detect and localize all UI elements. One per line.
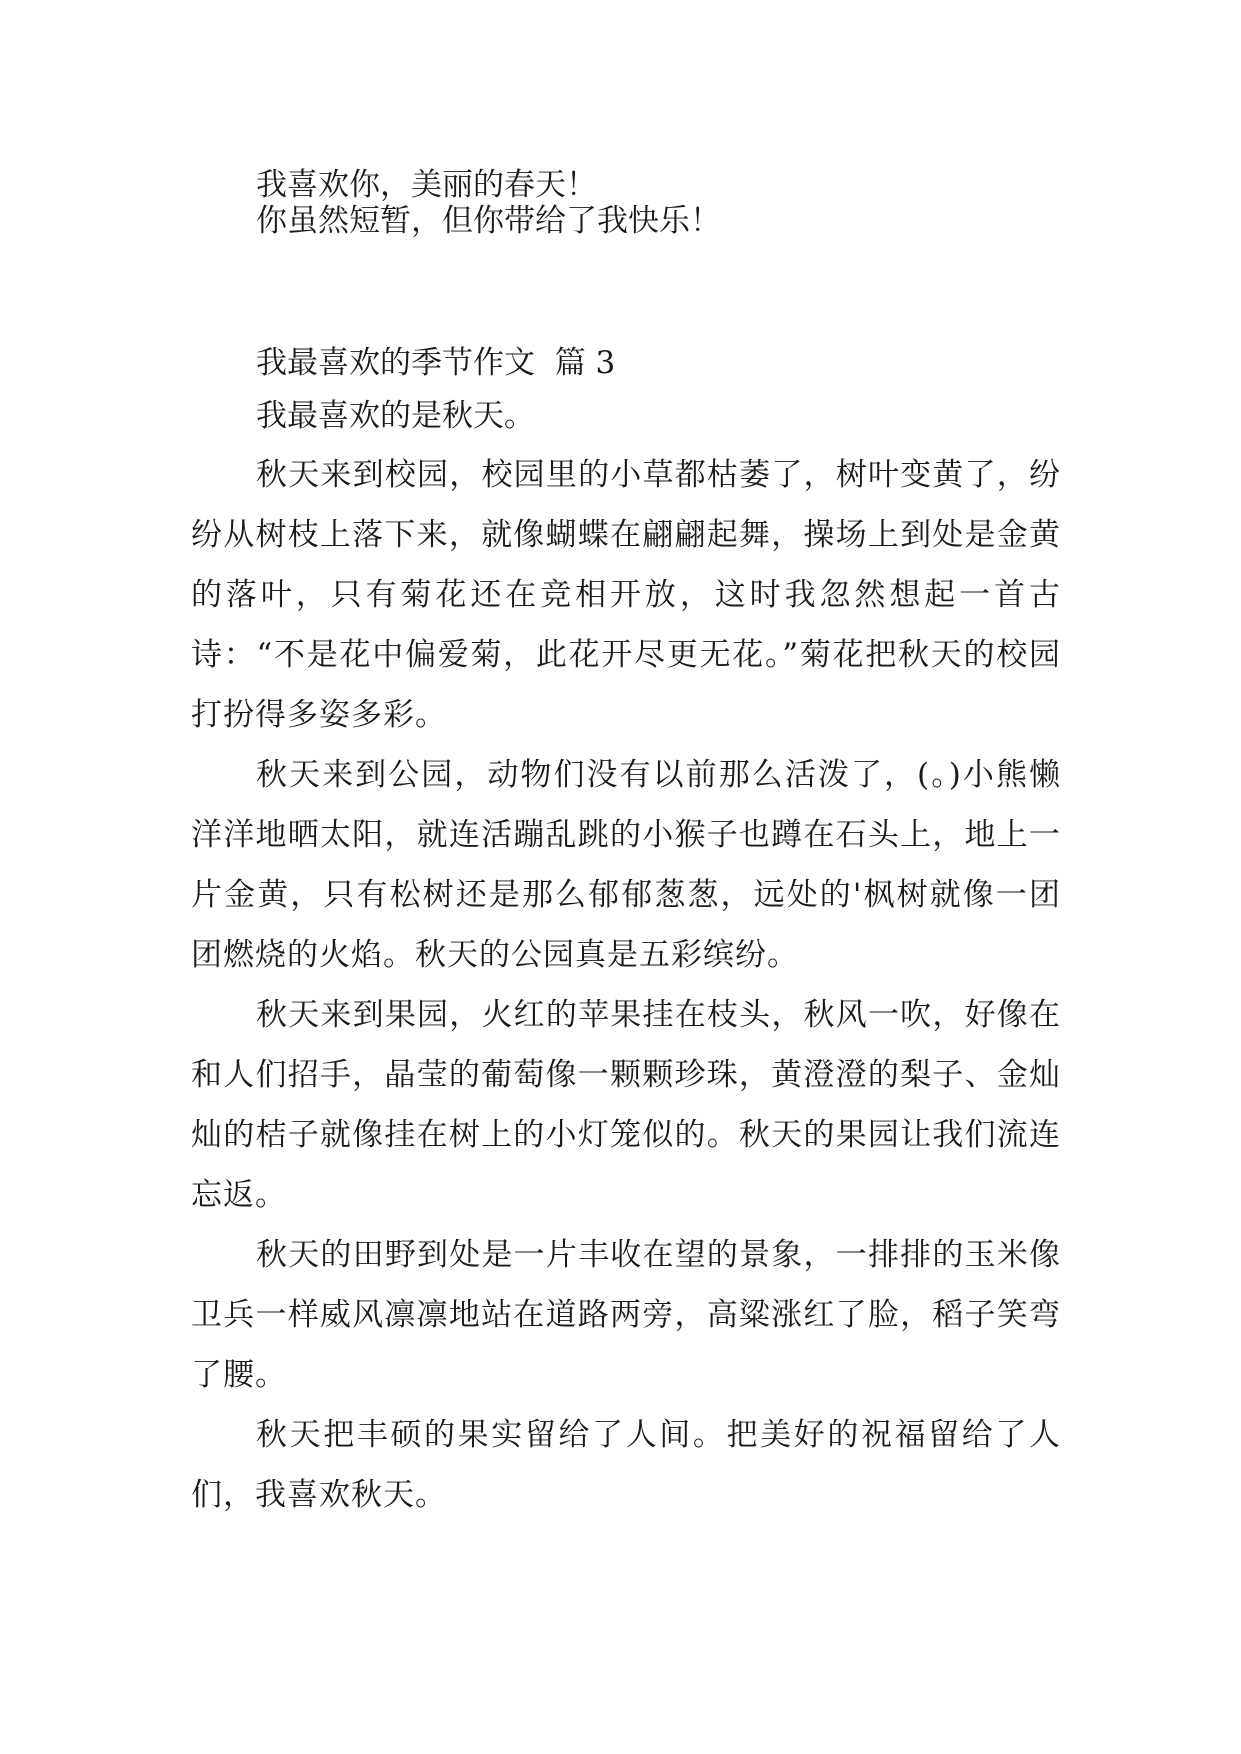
paragraph-campus: 秋天来到校园，校园里的小草都枯萎了，树叶变黄了，纷纷从树枝上落下来，就像蝴蝶在翩翩起舞，操场上到处是金黄的落叶，只有菊花还在竞相开放，这时我忽然想起一首古诗：“不是花中偏爱菊，此花开尽更无花。”菊花把秋天的校园打扮得多姿多彩。 <box>191 457 1061 733</box>
paragraph-orchard: 秋天来到果园，火红的苹果挂在枝头，秋风一吹，好像在和人们招手，晶莹的葡萄像一颗颗珍珠，黄澄澄的梨子、金灿灿的桔子就像挂在树上的小灯笼似的。秋天的果园让我们流连忘返。 <box>191 997 1061 1213</box>
section-title: 我最喜欢的季节作文 篇 3 <box>256 345 616 381</box>
paragraph-park: 秋天来到公园，动物们没有以前那么活泼了，(。)小熊懒洋洋地晒太阳，就连活蹦乱跳的小猴子也蹲在石头上，地上一片金黄，只有松树还是那么郁郁葱葱，远处的'枫树就像一团团燃烧的火焰。秋天的公园真是五彩缤纷。 <box>191 757 1061 973</box>
intro-line-1: 我喜欢你，美丽的春天！ <box>256 167 597 203</box>
paragraph-fields: 秋天的田野到处是一片丰收在望的景象，一排排的玉米像卫兵一样威风凛凛地站在道路两旁，高粱涨红了脸，稻子笑弯了腰。 <box>191 1237 1061 1393</box>
intro-line-2: 你虽然短暂，但你带给了我快乐！ <box>256 203 721 239</box>
first-sentence: 我最喜欢的是秋天。 <box>256 398 535 434</box>
paragraph-conclusion: 秋天把丰硕的果实留给了人间。把美好的祝福留给了人们，我喜欢秋天。 <box>191 1417 1061 1513</box>
